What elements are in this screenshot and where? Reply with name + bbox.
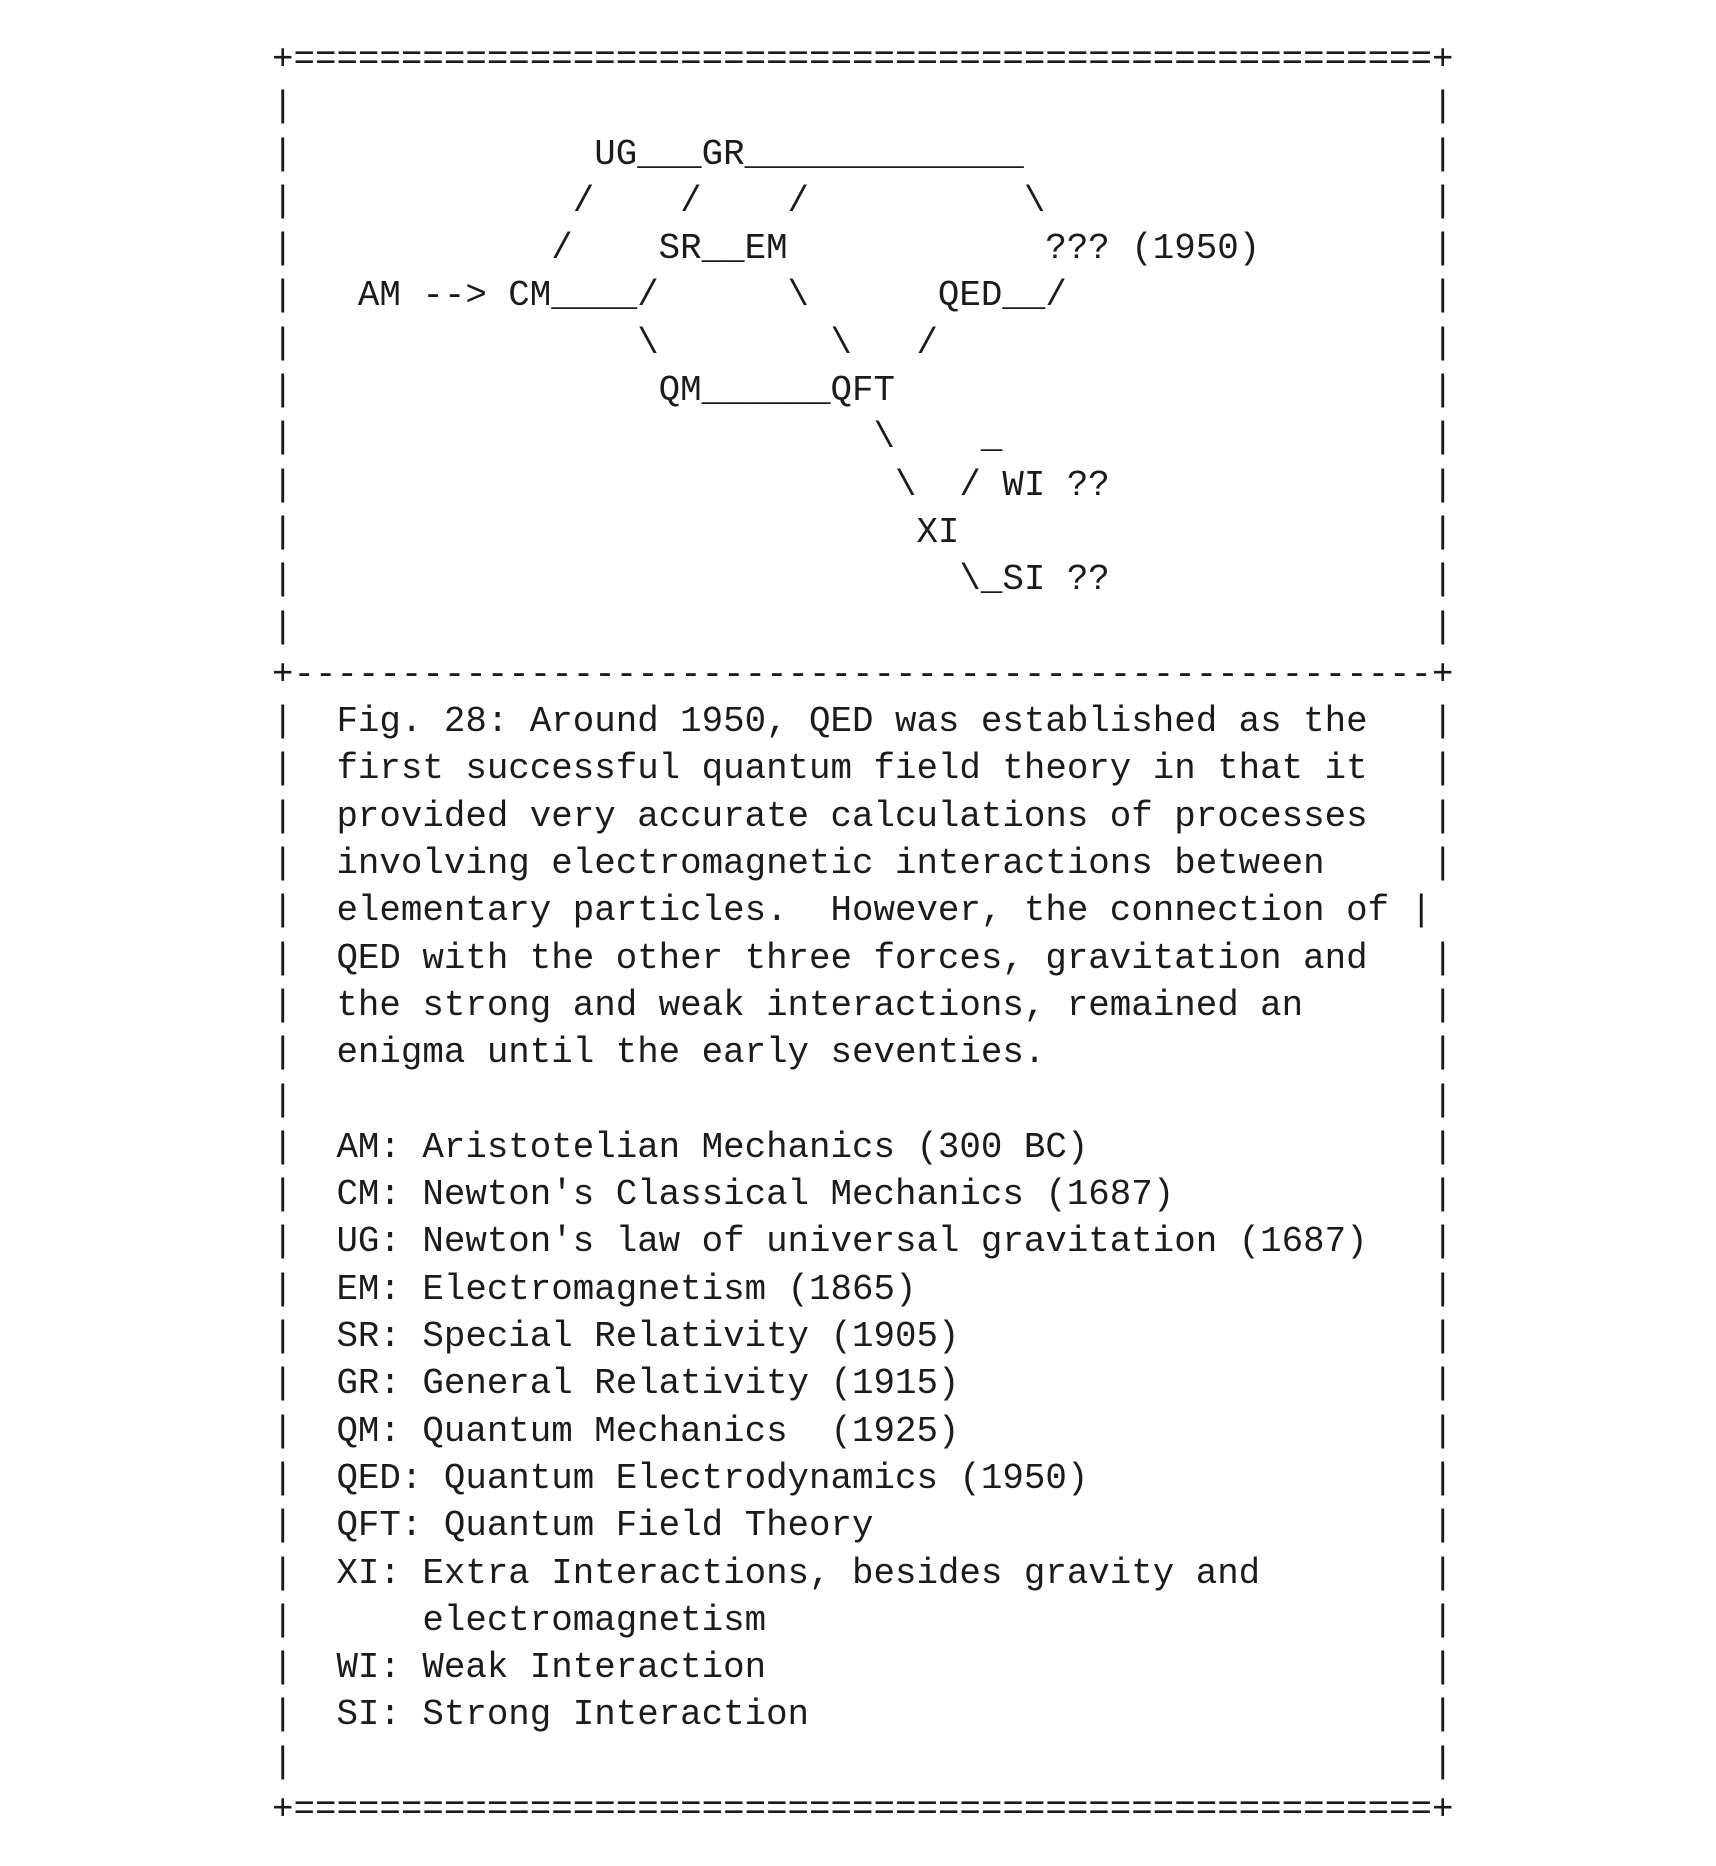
legend-item-ug: | UG: Newton's law of universal gravitation (1687) | [272,1221,1454,1263]
caption-line: | elementary particles. However, the connection of | [272,890,1433,932]
legend-item-am: | AM: Aristotelian Mechanics (300 BC) | [272,1126,1454,1168]
legend-item-cm: | CM: Newton's Classical Mechanics (1687) | [272,1174,1454,1216]
legend-item-gr: | GR: General Relativity (1915) | [272,1363,1454,1405]
caption-line: | the strong and weak interactions, remained an | [272,984,1454,1026]
legend-item-wi: | WI: Weak Interaction | [272,1647,1454,1689]
top-border: +=====================================================+ [272,39,1454,80]
diagram-line: | \ _ | [272,417,1454,459]
diagram-line: | AM --> CM____/ \ QED__/ | [272,275,1454,317]
diagram-line: | UG___GR_____________ | [272,133,1454,175]
caption-line: | QED with the other three forces, gravitation and | [272,937,1454,979]
diagram-line: | XI | [272,511,1454,553]
blank-line: | | [272,1079,1454,1121]
caption-line: | provided very accurate calculations of processes | [272,795,1454,837]
legend-item-si: | SI: Strong Interaction | [272,1694,1454,1736]
legend-item-qft: | QFT: Quantum Field Theory | [272,1505,1454,1547]
caption-line: | involving electromagnetic interactions between | [272,843,1454,885]
diagram-line: | \ / WI ?? | [272,464,1454,506]
legend-item-xi-cont: | electromagnetism | [272,1599,1454,1641]
legend-item-em: | EM: Electromagnetism (1865) | [272,1268,1454,1310]
diagram-line: | | [272,606,1454,648]
legend-item-xi: | XI: Extra Interactions, besides gravity and | [272,1552,1454,1594]
legend-item-qm: | QM: Quantum Mechanics (1925) | [272,1410,1454,1452]
blank-line: | | [272,1741,1454,1783]
diagram-line: | | [272,86,1454,128]
diagram-line: | \ \ / | [272,322,1454,364]
legend-item-sr: | SR: Special Relativity (1905) | [272,1316,1454,1358]
diagram-line: | / SR__EM ??? (1950) | [272,228,1454,270]
diagram-line: | \_SI ?? | [272,559,1454,601]
ascii-figure [272,36,1454,1833]
caption-line: | enigma until the early seventies. | [272,1032,1454,1074]
bottom-border: +=====================================================+ [272,1788,1454,1830]
legend-item-qed: | QED: Quantum Electrodynamics (1950) | [272,1457,1454,1499]
caption-line: | Fig. 28: Around 1950, QED was established as the | [272,701,1454,743]
diagram-line: | / / / \ | [272,180,1454,222]
diagram-line: | QM______QFT | [272,370,1454,412]
caption-line: | first successful quantum field theory in that it | [272,748,1454,790]
divider: +-----------------------------------------------------+ [272,653,1454,695]
